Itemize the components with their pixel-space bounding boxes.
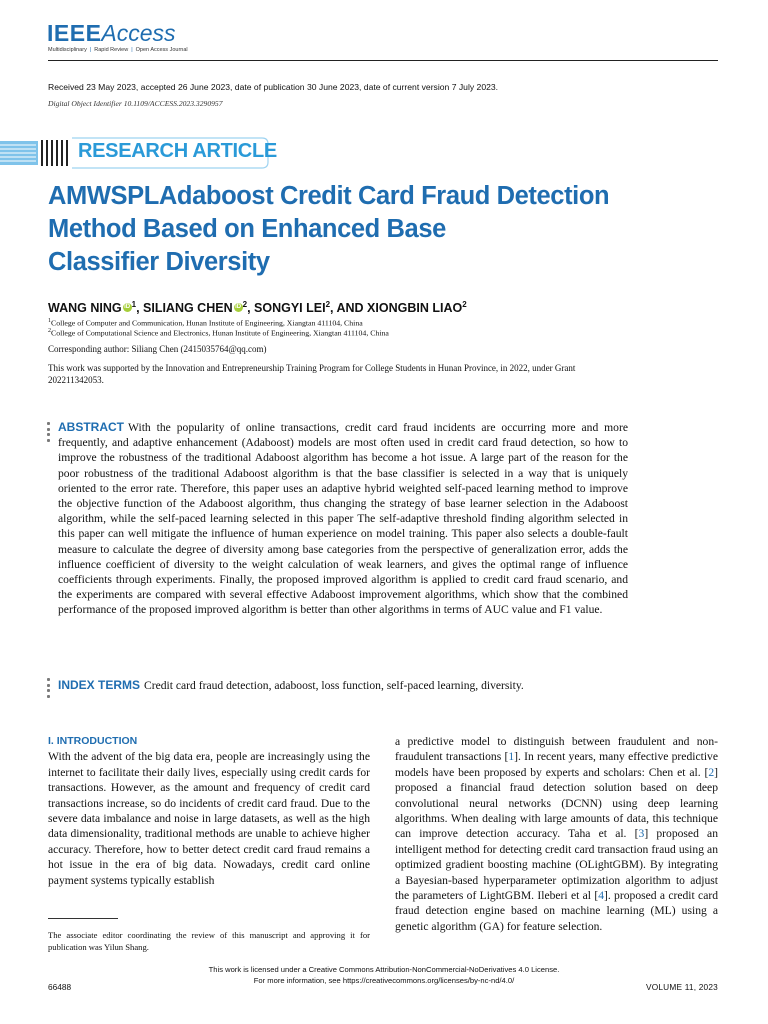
affiliation-text: College of Computer and Communication, Hunan Institute of Engineering, Xiangtan 411104, China (51, 318, 363, 328)
page-number: 66488 (48, 982, 72, 992)
affiliation (48, 328, 389, 338)
orcid-icon[interactable]: iD (124, 304, 131, 311)
intro-column-left (48, 734, 370, 888)
funding-note: This work was supported by the Innovation and Entrepreneurship Training Program for College Students in Hunan Province, in 2022, under Grant 202211342053. (48, 363, 576, 385)
section-heading: I. INTRODUCTION (48, 735, 138, 747)
title-line: AMWSPLAdaboost Credit Card Fraud Detection (48, 182, 610, 210)
intro-column-right (395, 734, 718, 934)
body-text: ] proposed a financial fraud detection solution based on deep convolutional neural networks (DCNN) using deep learning algorithms. When dealing with large amounts of data, this technique can improve detection accuracy. Taha et al. [ (395, 765, 718, 841)
editor-footnote: The associate editor coordinating the review of this manuscript and approving it for publication was Yilun Shang. (48, 930, 370, 952)
tagline-item: Rapid Review (94, 47, 129, 53)
tagline-item: Multidisciplinary (48, 47, 87, 53)
abstract-dots-icon (47, 422, 50, 444)
author-affil-sup: 2 (242, 300, 248, 309)
affiliation-sup: 2 (48, 328, 51, 334)
author-list: WANG NING iD $^1$, SILIANG CHEN iD $^2$, SONGYI LEI$^2$, AND XIONGBIN LIAO$^2$ (48, 300, 467, 316)
title-line: Classifier Diversity (48, 248, 270, 276)
article-type: RESEARCH ARTICLE (78, 140, 277, 162)
corresponding-author: Corresponding author: Siliang Chen (2415035764@qq.com) (48, 344, 267, 354)
journal-logo (47, 22, 176, 45)
footnote-rule (48, 918, 118, 919)
journal-tagline (48, 47, 188, 53)
affiliation-sup: 1 (48, 318, 51, 324)
author-affil-sup: 2 (325, 300, 331, 309)
tagline-item: Open Access Journal (135, 47, 188, 53)
abstract-text: With the popularity of online transactions, credit card fraud incidents are occurring more and more frequently, and adaptive enhancement (Adaboost) models are most often used in credit card fraud detection, so how to improve the robustness of the traditional Adaboost algorithm has become a hot issue. A large part of the reason for the poor robustness of the traditional Adaboost algorithm is that the base classifier is selected in a way that is uniquely oriented to the error rate. Therefore, this paper uses an adaptive hybrid weighted self-paced learning method to improve the objective function of the Adaboost algorithm, thus changing the strategy of base learner selection in the Adaboost algorithm, while the self-paced learning selected in this paper The self-adaptive threshold finding algorithm selected in this paper can well mitigate the influence of human experience on model training. This paper also selects a double-fault measure to calculate the degree of diversity among base categories from the perspective of generalization error, adds the influence coefficient of diversity to the weight calculation of weak learners, and gives the optimal range of influence coefficients through experiments. Finally, the proposed improved algorithm is applied to credit card fraud scenario, and the experiments are compared with several effective Adaboost improvement algorithms, which show that the combined performance of the proposed improved algorithm is better than other algorithms in terms of AUC value and F1 value. (58, 421, 628, 617)
index-terms (58, 678, 524, 692)
tagline-separator: | (89, 47, 92, 53)
banner-stripes-icon (0, 140, 68, 166)
doi: Digital Object Identifier 10.1109/ACCESS.2023.3290957 (48, 99, 223, 108)
index-terms-label: INDEX TERMS (58, 678, 141, 692)
citation-link[interactable]: 3 (638, 827, 645, 841)
title-line: Method Based on Enhanced Base (48, 215, 446, 243)
received-dates: Received 23 May 2023, accepted 26 June 2023, date of publication 30 June 2023, date of current version 7 July 2023. (48, 82, 499, 92)
affiliation (48, 318, 363, 328)
tagline-separator: | (131, 47, 133, 53)
volume-label: VOLUME 11, 2023 (645, 982, 718, 992)
header-rule (48, 60, 718, 61)
body-text: ] proposed an intelligent method for detecting credit card transaction fraud using an optimized gradient boosting machine (OLightGBM). By integrating a Bayesian-based hyperparameter optimization algorithm to adjust the parameters of LightGBM. Ileberi et al [ (395, 827, 718, 903)
body-text: ]. In recent years, many effective predictive models have been proposed by experts and scholars: Chen et al. [ (395, 750, 718, 779)
license-line: This work is licensed under a Creative Commons Attribution-NonCommercial-NoDerivatives 4.0 License. (208, 965, 560, 974)
author-name[interactable]: SILIANG CHEN (143, 301, 233, 316)
citation-link[interactable]: 4 (598, 889, 604, 903)
body-text: a predictive model to distinguish between fraudulent and non-fraudulent transactions [ (395, 735, 718, 764)
abstract (58, 420, 628, 618)
author-affil-sup: 1 (131, 300, 137, 309)
logo-ieee: IEEE (47, 20, 102, 46)
body-text: ]. proposed a credit card fraud detection engine based on machine learning (ML) using a genetic algorithm (GA) for feature selection. (395, 889, 719, 933)
author-name[interactable]: AND XIONGBIN LIAO (336, 301, 463, 316)
author-affil-sup: 2 (462, 300, 467, 309)
license-link[interactable]: For more information, see https://creativecommons.org/licenses/by-nc-nd/4.0/ (253, 976, 515, 985)
index-terms-text: Credit card fraud detection, adaboost, loss function, self-paced learning, diversity. (144, 679, 524, 692)
index-terms-dots-icon (47, 678, 50, 700)
affiliation-text: College of Computational Science and Electronics, Hunan Institute of Engineering, Xiangtan 411104, China (51, 328, 389, 338)
author-name[interactable]: WANG NING (48, 301, 122, 316)
citation-link[interactable]: 2 (708, 765, 715, 779)
orcid-icon[interactable]: iD (235, 304, 242, 311)
intro-paragraph: With the advent of the big data era, people are increasingly using the internet to facilitate their daily lives, especially using credit cards for transactions. However, as the amount and frequency of credit card transactions increase, so do incidents of credit card fraud. Due to the severe data imbalance and noise in large datasets, as well as the high data dimensionality, traditional methods are unable to achieve higher accuracy. Therefore, how to better detect credit card fraud remains a hot issue in the era of big data. Nowadays, credit card online payment systems typically establish (48, 750, 370, 887)
paper-title (48, 180, 688, 279)
citation-link[interactable]: 1 (508, 750, 515, 764)
logo-access: Access (101, 20, 176, 46)
abstract-label: ABSTRACT (58, 420, 124, 434)
author-name[interactable]: SONGYI LEI (254, 301, 326, 316)
